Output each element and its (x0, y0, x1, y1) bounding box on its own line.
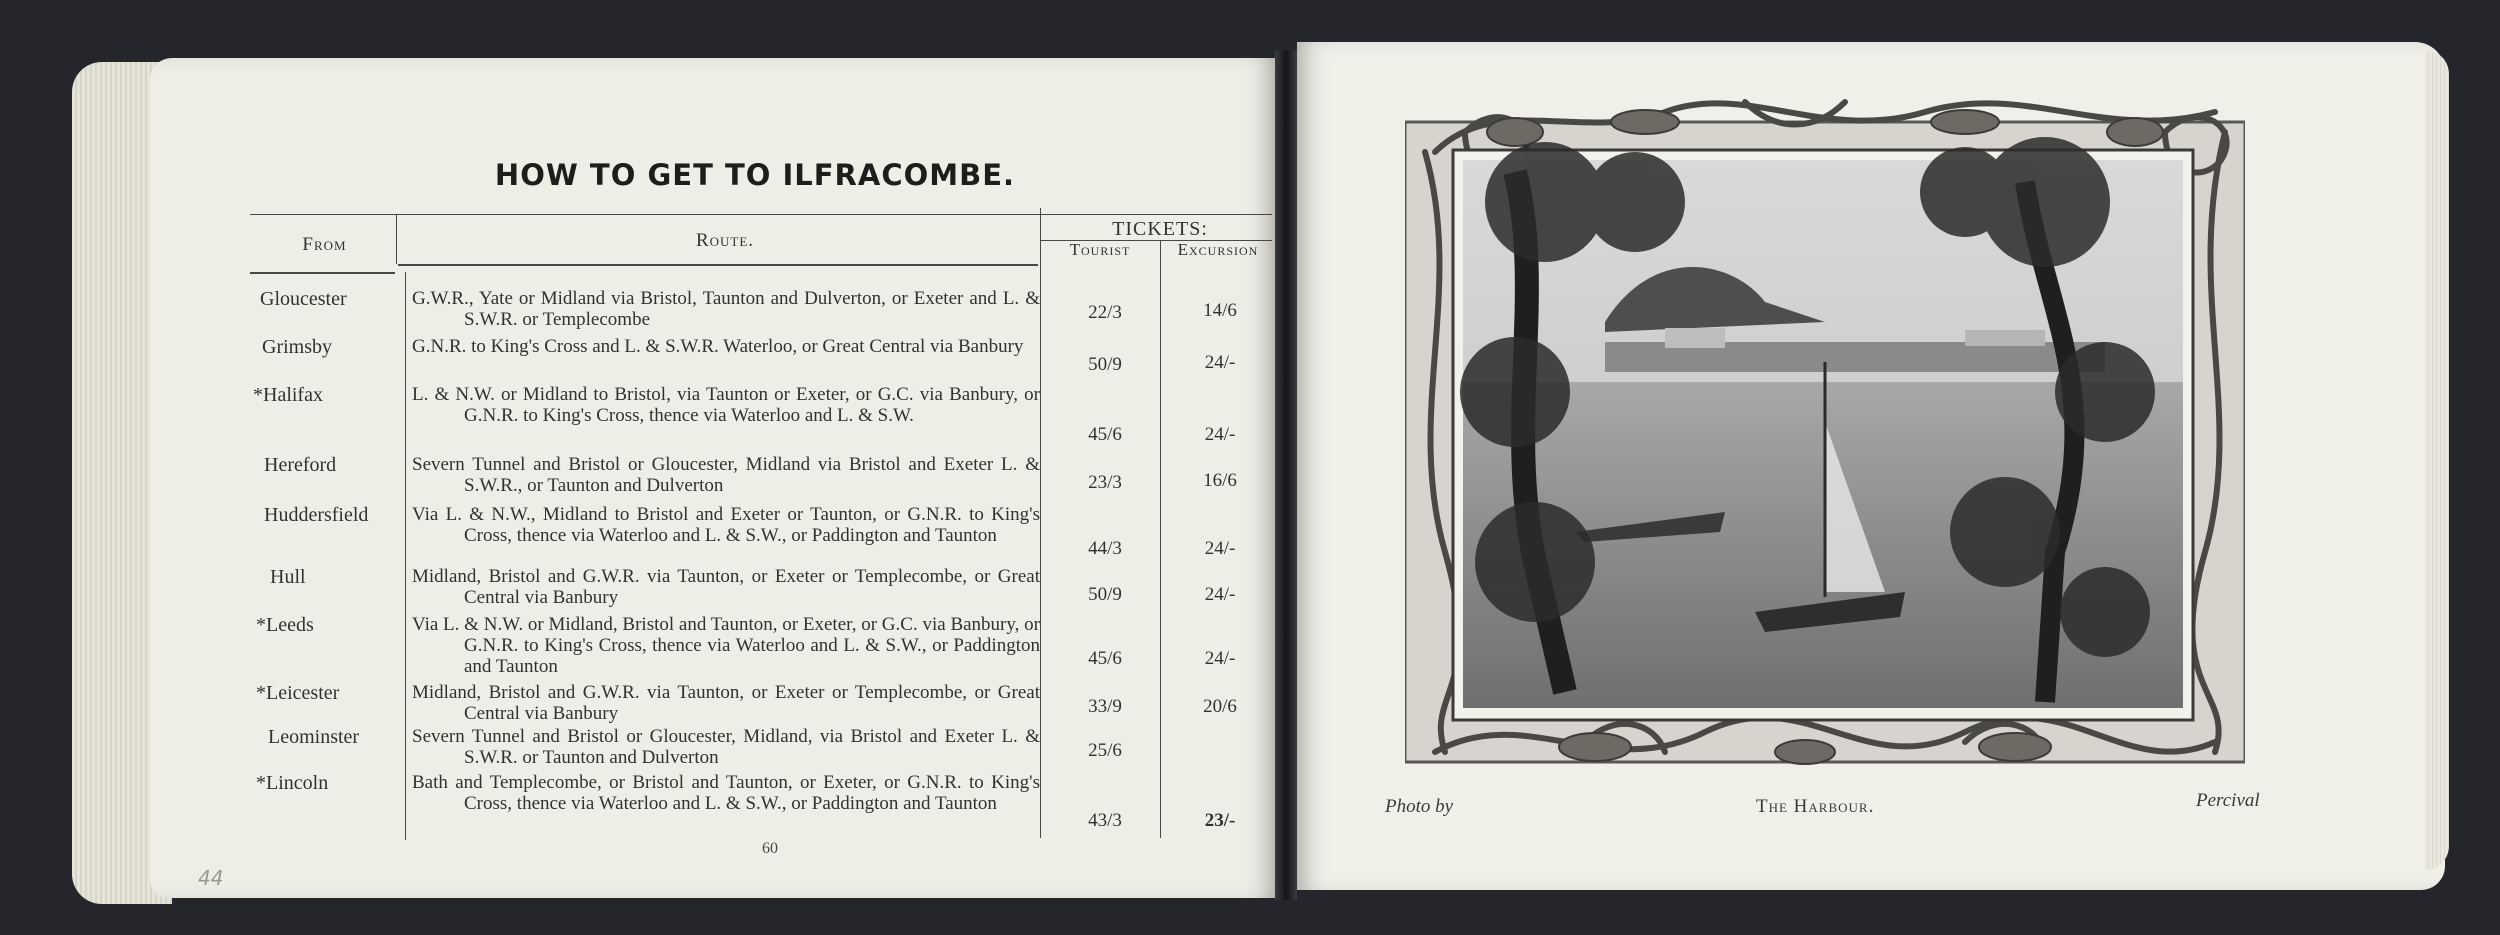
row-tourist-fare: 50/9 (1088, 354, 1122, 375)
row-route: Via L. & N.W., Midland to Bristol and Exeter or Taunton, or G.N.R. to King's Cross, thence via Waterloo and L. & S.W., or Paddington and Taunton (412, 504, 1040, 546)
row-route: Midland, Bristol and G.W.R. via Taunton, or Exeter or Templecombe, or Great Central via Banbury (412, 682, 1040, 724)
table-top-rule (250, 214, 1272, 215)
row-from: Huddersfield (264, 504, 369, 526)
row-from: Grimsby (262, 336, 332, 358)
row-route: Midland, Bristol and G.W.R. via Taunton, or Exeter or Templecombe, or Great Central via Banbury (412, 566, 1040, 608)
column-divider-route (1040, 208, 1041, 838)
row-from: Hereford (264, 454, 337, 476)
photo-caption: The Harbour. (1756, 796, 1875, 817)
row-from: *Leeds (256, 614, 314, 636)
row-route: G.N.R. to King's Cross and L. & S.W.R. Waterloo, or Great Central via Banbury (412, 336, 1024, 357)
row-excursion-fare: 24/- (1204, 538, 1236, 559)
row-from: *Leicester (256, 682, 340, 704)
row-excursion-fare: 23/- (1204, 810, 1236, 831)
row-route: G.W.R., Yate or Midland via Bristol, Taunton and Dulverton, or Exeter and L. & S.W.R. or Templecombe (412, 288, 1040, 330)
row-tourist-fare: 45/6 (1088, 648, 1122, 669)
column-header-from: From (302, 234, 347, 255)
row-tourist-fare: 33/9 (1088, 696, 1122, 717)
row-excursion-fare: 20/6 (1203, 696, 1237, 717)
column-divider-from (396, 214, 397, 264)
row-excursion-fare: 24/- (1204, 584, 1236, 605)
row-route: Severn Tunnel and Bristol or Gloucester, Midland via Bristol and Exeter L. & S.W.R., or Taunton and Dulverton (412, 454, 1040, 496)
pencil-note: 44 (198, 866, 224, 890)
row-from: Hull (270, 566, 306, 588)
row-route: Severn Tunnel and Bristol or Gloucester, Midland, via Bristol and Exeter L. & S.W.R. or Taunton and Dulverton (412, 726, 1040, 768)
photo-credit-left: Photo by (1385, 796, 1454, 817)
row-tourist-fare: 23/3 (1088, 472, 1122, 493)
harbour-photo-frame (1405, 92, 2245, 784)
row-excursion-fare: 16/6 (1203, 470, 1237, 491)
header-bottom-rule-from (250, 272, 395, 274)
row-excursion-fare: 24/- (1204, 424, 1236, 445)
column-header-tourist: Tourist (1069, 240, 1131, 259)
column-header-tickets: TICKETS: (1112, 218, 1208, 240)
row-excursion-fare: 24/- (1204, 352, 1236, 373)
row-route: Bath and Templecombe, or Bristol and Taunton, or Exeter, or G.N.R. to King's Cross, thence via Waterloo and L. & S.W., or Paddington and Taunton (412, 772, 1040, 814)
row-from: *Halifax (253, 384, 323, 406)
row-tourist-fare: 43/3 (1088, 810, 1122, 831)
page-number: 60 (762, 840, 778, 857)
column-divider-tickets (1160, 240, 1161, 838)
row-tourist-fare: 22/3 (1088, 302, 1122, 323)
row-excursion-fare: 24/- (1204, 648, 1236, 669)
row-from: Leominster (268, 726, 360, 748)
row-route: L. & N.W. or Midland to Bristol, via Taunton or Exeter, or G.C. via Banbury, or G.N.R. to King's Cross, thence via Waterloo and L. & S.W. (412, 384, 1040, 426)
row-tourist-fare: 50/9 (1088, 584, 1122, 605)
row-excursion-fare: 14/6 (1203, 300, 1237, 321)
row-tourist-fare: 44/3 (1088, 538, 1122, 559)
harbour-photo (1460, 137, 2183, 708)
page-edges-right (2425, 50, 2449, 870)
row-tourist-fare: 45/6 (1088, 424, 1122, 445)
page-title: HOW TO GET TO ILFRACOMBE. (494, 158, 1016, 192)
row-from: *Lincoln (256, 772, 329, 794)
row-route: Via L. & N.W. or Midland, Bristol and Taunton, or Exeter, or G.C. via Banbury, or G.N.R. to King's Cross, thence via Waterloo and L. & S.W., or Paddington and Taunton (412, 614, 1040, 677)
row-from: Gloucester (260, 288, 347, 310)
row-tourist-fare: 25/6 (1088, 740, 1122, 761)
header-bottom-rule-route (398, 264, 1038, 266)
photo-credit-right: Percival (2196, 790, 2260, 811)
column-header-route: Route. (695, 230, 755, 251)
column-header-excursion: Excursion (1177, 240, 1259, 259)
